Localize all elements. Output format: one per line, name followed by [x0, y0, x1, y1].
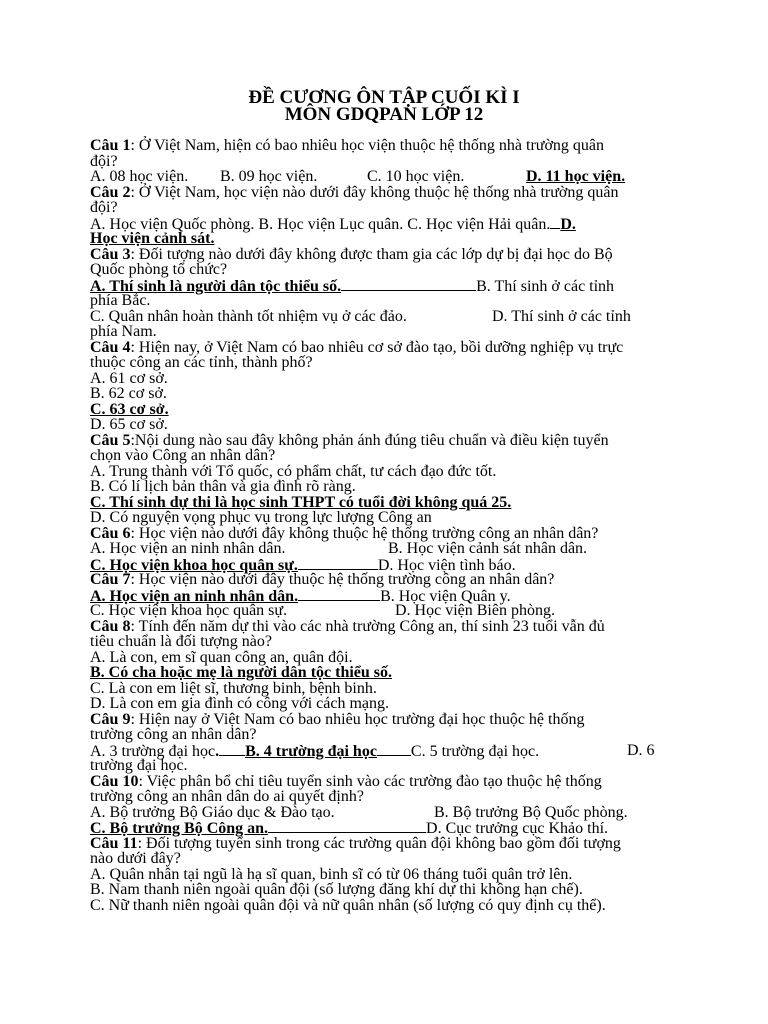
question-8	[90, 619, 690, 635]
option-a-answer: A. Học viện an ninh nhân dân.	[90, 587, 299, 605]
option-d: D. Học viện tình báo.	[377, 556, 516, 574]
question-text: :Nội dung nào sau đây không phản ánh đúng tiêu chuẩn và điều kiện tuyển	[130, 431, 609, 449]
question-label: Câu 5	[90, 431, 131, 449]
option-b-answer: B. Có cha hoặc mẹ là người dân tộc thiểu số.	[90, 664, 393, 681]
option-c-answer: C. Học viện khoa học quân sự.	[90, 556, 298, 574]
question-text-cont: tiêu chuẩn là đối tượng nào?	[90, 633, 272, 650]
question-text-cont: đội?	[90, 199, 118, 216]
option-d-cont: phía Nam.	[90, 323, 157, 340]
question-text-cont: nào dưới đây?	[90, 850, 181, 867]
option-d: D. Có nguyện vọng phục vụ trong lực lượng Công an	[90, 509, 432, 526]
option-d-answer-cont: Học viện cảnh sát.	[90, 230, 215, 247]
option-c: C. Là con em liệt sĩ, thương binh, bệnh binh.	[90, 679, 377, 697]
option-c: C. Học viện khoa học quân sự.	[90, 602, 288, 619]
option-a-answer: A. Thí sinh là người dân tộc thiểu số.	[90, 277, 342, 295]
question-label: Câu 6	[90, 524, 131, 542]
question-text: : Việc phân bổ chỉ tiêu tuyển sinh vào các trường đào tạo thuộc hệ thống	[138, 772, 602, 790]
option-d: D. Là con em gia đình có công với cách mạng.	[90, 695, 390, 712]
option-b: B. Thí sinh ở các tỉnh	[476, 277, 615, 295]
question-7	[90, 572, 690, 588]
option-a: A. 61 cơ sở.	[90, 369, 168, 387]
option-b: B. Học viện Quân y.	[380, 587, 511, 605]
document-title: ĐỀ CƯƠNG ÔN TẬP CUỐI KÌ I	[248, 87, 520, 108]
option-b: B. Có lí lịch bản thân và gia đình rõ ràng.	[90, 478, 356, 495]
question-text: : Hiện nay, ở Việt Nam có bao nhiêu cơ sở đào tạo, bồi dưỡng nghiệp vụ trực	[130, 338, 624, 356]
question-text-cont: trường công an nhân dân?	[90, 726, 257, 743]
option-c-answer: C. Thí sinh dự thi là học sinh THPT có tuổi đời không quá 25.	[90, 493, 512, 511]
option-b: B. Học viện cảnh sát nhân dân.	[388, 540, 588, 557]
option-b-answer: B. 4 trường đại học	[245, 742, 377, 760]
question-label: Câu 8	[90, 617, 131, 635]
document-subtitle: MÔN GDQPAN LỚP 12	[284, 104, 484, 125]
question-text: : Hiện nay ở Việt Nam có bao nhiêu học trường đại học thuộc hệ thống	[130, 710, 585, 728]
option-a: A. Bộ trưởng Bộ Giáo dục & Đào tạo.	[90, 803, 335, 821]
option-b: B. Bộ trưởng Bộ Quốc phòng.	[434, 803, 628, 821]
question-5	[90, 433, 690, 449]
option-c: C. 5 trường đại học.	[410, 742, 540, 760]
question-text-cont: Quốc phòng tổ chức?	[90, 261, 228, 278]
question-text-cont: trường công an nhân dân do ai quyết định?	[90, 788, 364, 805]
question-label: Câu 11	[90, 834, 138, 852]
question-1	[90, 138, 690, 154]
option-b: B. 62 cơ sở.	[90, 385, 167, 402]
option-a: A. Là con, em sĩ quan công an, quân đội.	[90, 648, 353, 666]
question-text: : Tính đến năm dự thi vào các nhà trường Công an, thí sinh 23 tuổi vẫn đủ	[130, 617, 605, 635]
question-text-cont: thuộc công an các tỉnh, thành phố?	[90, 354, 313, 371]
question-text: : Đối tượng tuyển sinh trong các trường quân đội không bao gồm đối tượng	[137, 834, 621, 852]
question-text-cont: đội?	[90, 152, 118, 170]
option-d-answer: D.	[560, 215, 576, 233]
question-text: : Học viện nào dưới đây thuộc hệ thống trường công an nhân dân?	[130, 571, 555, 588]
option-a: A. Học viện an ninh nhân dân.	[90, 540, 286, 557]
question-text: : Đối tượng nào dưới đây không được tham gia các lớp dự bị đại học do Bộ	[130, 245, 613, 263]
option-d: D. 65 cơ sở.	[90, 416, 168, 433]
option-c: C. Nữ thanh niên ngoài quân đội và nữ quân nhân (số lượng có quy định cụ thể).	[90, 896, 606, 914]
question-10	[90, 774, 690, 790]
option-c-answer: C. 63 cơ sở.	[90, 400, 169, 418]
question-text: : Ở Việt Nam, hiện có bao nhiêu học viện thuộc hệ thống nhà trường quân	[130, 137, 604, 154]
option-a: A. 08 học viện.	[90, 168, 189, 185]
option-d-answer: D. 11 học viện.	[526, 168, 626, 185]
options-abc: A. Học viện Quốc phòng. B. Học viện Lục quân. C. Học viện Hải quân.	[90, 215, 551, 233]
option-d: D. Học viện Biên phòng.	[395, 602, 555, 619]
question-4	[90, 340, 690, 356]
question-label: Câu 9	[90, 710, 131, 728]
option-c: C. Quân nhân hoàn thành tốt nhiệm vụ ở các đảo.	[90, 307, 407, 325]
option-b-cont: phía Bắc.	[90, 292, 151, 309]
question-list: Câu 1: Ở Việt Nam, hiện có bao nhiêu học viện thuộc hệ thống nhà trường quân đội? A. 08 học viện. B. 09 học viện. C. 10 học viện. D. 11 học viện. Câu 2: Ở Việt Nam, học viện nào dưới đây không thuộc hệ thống nhà trường quân đội? A. Học viện Quốc phòng. B. Học viện Lục quân. C. Học viện Hải quân. D. Học viện cảnh sát. Câu 3: Đối tượng nào dưới đây không được tham gia các lớp dự bị đại học do Bộ Quốc phòng tổ chức? A. Thí sinh là người dân tộc thiểu số. B. Thí sinh ở các tỉnh phía Bắc. C. Quân nhân hoàn thành tốt nhiệm vụ ở các đảo. D. Thí sinh ở các tỉnh phía Nam. Câu 4: Hiện nay, ở Việt Nam có bao nhiêu cơ sở đào tạo, bồi dưỡng nghiệp vụ trực thuộc công an các tỉnh, thành phố? A. 61 cơ sở. B. 62 cơ sở. C. 63 cơ sở. D. 65 cơ sở. Câu 5:Nội dung nào sau đây không phản ánh đúng tiêu chuẩn và điều kiện tuyển chọn vào Công an nhân dân? A. Trung thành với Tổ quốc, có phẩm chất, tư cách đạo đức tốt. B. Có lí lịch bản thân và gia đình rõ ràng. C. Thí sinh dự thi là học sinh THPT có tuổi đời không quá 25. D. Có nguyện vọng phục vụ trong lực lượng Công an Câu 6: Học viện nào dưới đây không thuộc hệ thống trường công an nhân dân? A. Học viện an ninh nhân dân. B. Học viện cảnh sát nhân dân. C. Học viện khoa học quân sự. D. Học viện tình báo. Câu 7: Học viện nào dưới đây thuộc hệ thống trường công an nhân dân? A. Học viện an ninh nhân dân. B. Học viện Quân y. C. Học viện khoa học quân sự. D. Học viện Biên phòng. Câu 8: Tính đến năm dự thi vào các nhà trường Công an, thí sinh 23 tuổi vẫn đủ tiêu chuẩn là đối tượng nào? A. Là con, em sĩ quan công an, quân đội. B. Có cha hoặc mẹ là người dân tộc thiểu số. C. Là con em liệt sĩ, thương binh, bệnh binh. D. Là con em gia đình có công với cách mạng. Câu 9: Hiện nay ở Việt Nam có bao nhiêu học trường đại học thuộc hệ thống trường công an nhân dân? A. 3 trường đại học. B. 4 trường đại học C. 5 trường đại học. D. 6 trường đại học. Câu 10: Việc phân bổ chỉ tiêu tuyển sinh vào các trường đào tạo thuộc hệ thống trường công an nhân dân do ai quyết định? A. Bộ trưởng Bộ Giáo dục & Đào tạo. B. Bộ trưởng Bộ Quốc phòng. C. Bộ trưởng Bộ Công an. D. Cục trưởng cục Khảo thí. Câu 11: Đối tượng tuyển sinh trong các trường quân đội không bao gồm đối tượng nào dưới đây? A. Quân nhân tại ngũ là hạ sĩ quan, binh sĩ có từ 06 tháng tuổi quân trở lên. B. Nam thanh niên ngoài quân đội (số lượng đăng khí dự thi không hạn chế). C. Nữ thanh niên ngoài quân đội và nữ quân nhân (số lượng có quy định cụ thể).	[90, 138, 690, 913]
question-9	[90, 712, 690, 728]
question-3	[90, 247, 690, 263]
question-label: Câu 2	[90, 183, 131, 201]
option-a: A. 3 trường đại học	[90, 742, 216, 760]
question-2	[90, 185, 690, 201]
option-a: A. Trung thành với Tổ quốc, có phẩm chất, tư cách đạo đức tốt.	[90, 462, 497, 480]
option-a: A. Quân nhân tại ngũ là hạ sĩ quan, binh sĩ có từ 06 tháng tuổi quân trở lên.	[90, 865, 573, 883]
option-d-cont: trường đại học.	[90, 757, 188, 774]
question-label: Câu 4	[90, 338, 131, 356]
question-text: : Ở Việt Nam, học viện nào dưới đây không thuộc hệ thống nhà trường quân	[130, 183, 619, 201]
option-d: D. Cục trưởng cục Khảo thí.	[426, 820, 609, 837]
question-label: Câu 10	[90, 772, 139, 790]
question-label: Câu 1	[90, 137, 131, 154]
option-b: B. Nam thanh niên ngoài quân đội (số lượng đăng khí dự thi không hạn chế).	[90, 881, 583, 898]
question-label: Câu 3	[90, 245, 131, 263]
question-11	[90, 836, 690, 852]
question-text-cont: chọn vào Công an nhân dân?	[90, 447, 276, 464]
option-d: D. 6	[627, 741, 655, 759]
question-label: Câu 7	[90, 571, 131, 588]
question-6	[90, 526, 690, 542]
question-text: : Học viện nào dưới đây không thuộc hệ thống trường công an nhân dân?	[130, 524, 599, 542]
option-c-answer: C. Bộ trưởng Bộ Công an.	[90, 820, 269, 837]
option-d: D. Thí sinh ở các tỉnh	[492, 307, 631, 325]
option-c: C. 10 học viện.	[367, 168, 465, 185]
option-b: B. 09 học viện.	[220, 168, 318, 185]
